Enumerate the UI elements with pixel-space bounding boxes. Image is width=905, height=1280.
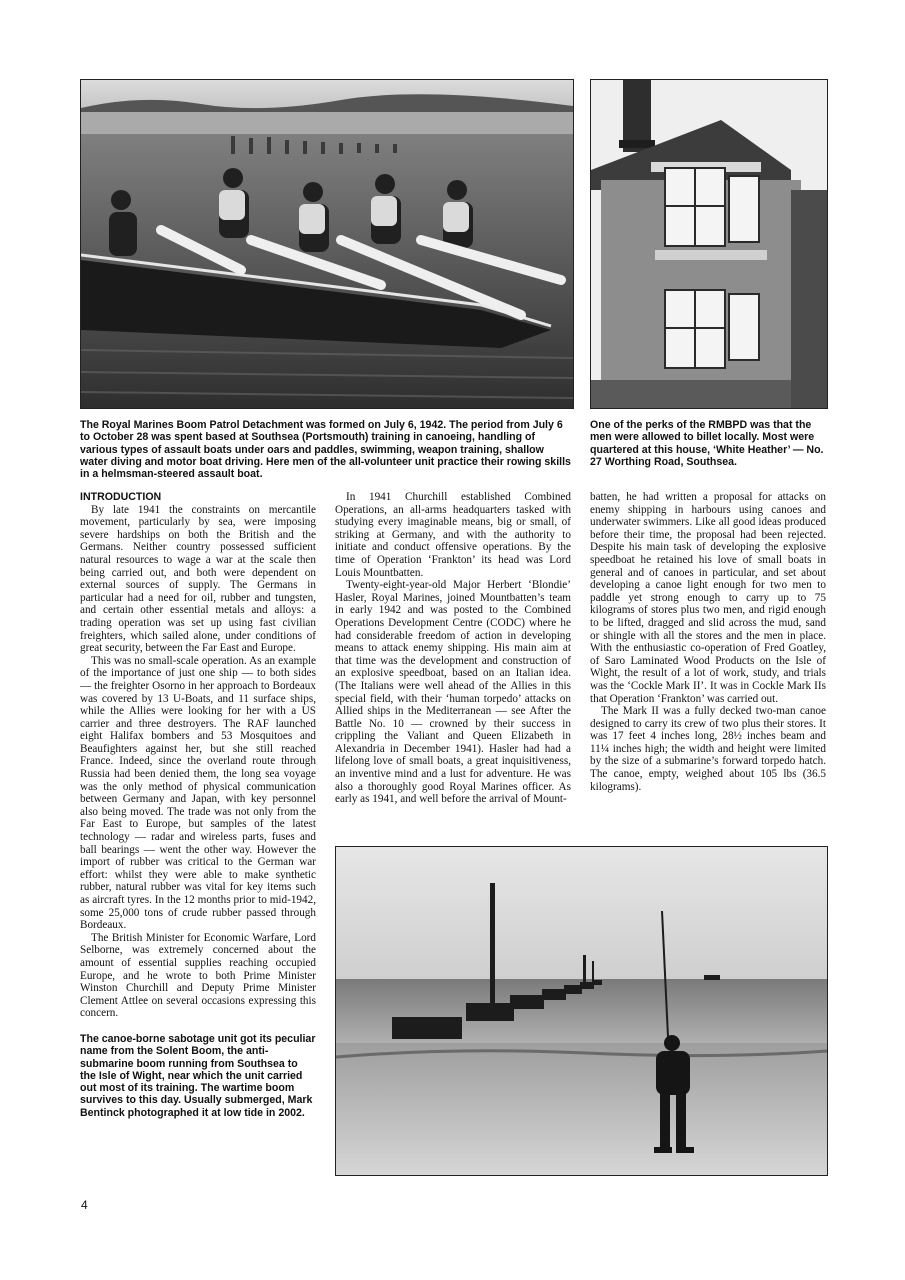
article-paragraph: The Mark II was a fully decked two-man canoe designed to carry its crew of two plus their stores. It was 17 feet 4 inches long, 28½ inches beam and 11¼ inches high; the width and height were limited by the size of a submarine’s forward torpedo hatch. The canoe, empty, weighed about 105 lbs (36.5 kilograms). <box>590 705 826 793</box>
article-paragraph: The British Minister for Economic Warfare, Lord Selborne, was extremely concerned about the amount of essential supplies reaching occupied Europe, and he wrote to both Prime Minister Winston Churchill and Deputy Prime Minister Clement Attlee on several occasions expressing this concern. <box>80 931 316 1020</box>
house-photo-caption: One of the perks of the RMBPD was that the men were allowed to billet locally. Most were quartered at this house, ‘White Heather’ — No. 27 Worthing Road, Southsea. <box>590 419 824 468</box>
solent-boom-photo <box>335 846 828 1176</box>
article-paragraph: In 1941 Churchill established Combined Operations, an all-arms headquarters tasked with studying every imaginable means, big or small, of striking at Germany, and with the authority to initiate and conduct offensive operations. By the time of Operation ‘Frankton’ its head was Lord Louis Mountbatten. <box>335 491 571 579</box>
rowing-photo-caption: The Royal Marines Boom Patrol Detachment was formed on July 6, 1942. The period from July 6 to October 28 was spent based at Southsea (Portsmouth) training in canoeing, handling of various types of assault boats under oars and paddles, swimming, weapon training, shallow water diving and motor boat driving. Here men of the all-volunteer unit practice their rowing skills in a helmsman-steered assault boat. <box>80 419 571 481</box>
rowing-crew-photo <box>80 79 574 409</box>
house-photo <box>590 79 828 409</box>
article-paragraph: By late 1941 the constraints on mercantile movement, particularly by sea, were imposing severe hardships on both the British and the Germans. Neither country possessed sufficient natural resources to wage a war at the scale then being carried out, and both were dependent on external sources of supply. The Germans in particular had a need for oil, rubber and tungsten, and certain other essential metals and alloys: a trading operation was set up using fast civilian freighters, which sailed alone, under conditions of great security, between the Far East and Europe. <box>80 503 316 655</box>
article-paragraph: batten, he had written a proposal for attacks on enemy shipping in harbours using canoes and underwater swimmers. Like all good ideas produced before their time, the proposal had been rejected. Despite his main task of developing the explosive speedboat he retained his love of small boats in general and of canoes in particular, and set about developing a canoe light enough for two men to paddle yet strong enough to carry up to 75 kilograms of stores plus two men, and rigid enough to be lifted, dragged and slid across the mud, sand or shingle with all the stores and the men in place. With the enthusiastic co-operation of Fred Goatley, of Saro Laminated Wood Products on the Isle of Wight, the result of a lot of work, study, and trials was the ‘Cockle Mark II’. It was in Cockle Mark IIs that Operation ‘Frankton’ was carried out. <box>590 491 826 705</box>
solent-boom-illustration <box>336 847 827 1175</box>
article-column-1 <box>80 491 316 1119</box>
rowing-crew-illustration <box>81 80 573 408</box>
article-paragraph: This was no small-scale operation. As an example of the importance of just one ship — to both sides — the freighter Osorno in her approach to Bordeaux was covered by 13 U-Boats, and 11 surface ships, while the Allies were looking for her with a US carrier and three destroyers. The RAF launched eight Halifax bombers and 53 Mosquitoes and Beaufighters against her, but she still reached France. Indeed, since the overland route through Russia had been denied them, the long sea voyage was the only method of physical communication between Germany and Japan, with key personnel also being moved. The trade was not only from the Far East to Europe, but samples of the latest technology — radar and wireless parts, fuses and ball bearings — went the other way. However the import of rubber was critical to the German war effort: whilst they were able to make synthetic rubber, natural rubber was vital for key items such as aircraft tyres. In the 12 months prior to mid-1942, some 25,000 tons of crude rubber passed through Bordeaux. <box>80 654 316 932</box>
article-column-2 <box>335 491 571 806</box>
introduction-heading: INTRODUCTION <box>80 491 162 503</box>
page-number: 4 <box>81 1198 88 1212</box>
boom-photo-caption: The canoe-borne sabotage unit got its peculiar name from the Solent Boom, the anti-submarine boom running from Southsea to the Isle of Wight, near which the unit carried out most of its training. The wartime boom survives to this day. Usually submerged, Mark Bentinck photographed it at low tide in 2002. <box>80 1032 316 1119</box>
white-heather-house-illustration <box>591 80 827 408</box>
article-column-3 <box>590 491 826 793</box>
article-paragraph: Twenty-eight-year-old Major Herbert ‘Blondie’ Hasler, Royal Marines, joined Mountbatten’s team in early 1942 and was posted to the Combined Operations Development Centre (CODC) where he had considerable freedom of action in developing means to attack enemy shipping. His main aim at that time was the development and construction of an explosive speedboat, based on an Italian idea. (The Italians were well ahead of the Allies in this special field, with their ‘human torpedo’ attacks on Allied ships in the Mediterranean — see After the Battle No. 10 — crowned by their success in crippling the Valiant and Queen Elizabeth in Alexandria in December 1941). Hasler had had a lifelong love of small boats, a great inquisitiveness, an inventive mind and a lust for adventure. He was also a thoroughly good Royal Marines officer. As early as 1941, and well before the arrival of Mount- <box>335 579 571 806</box>
